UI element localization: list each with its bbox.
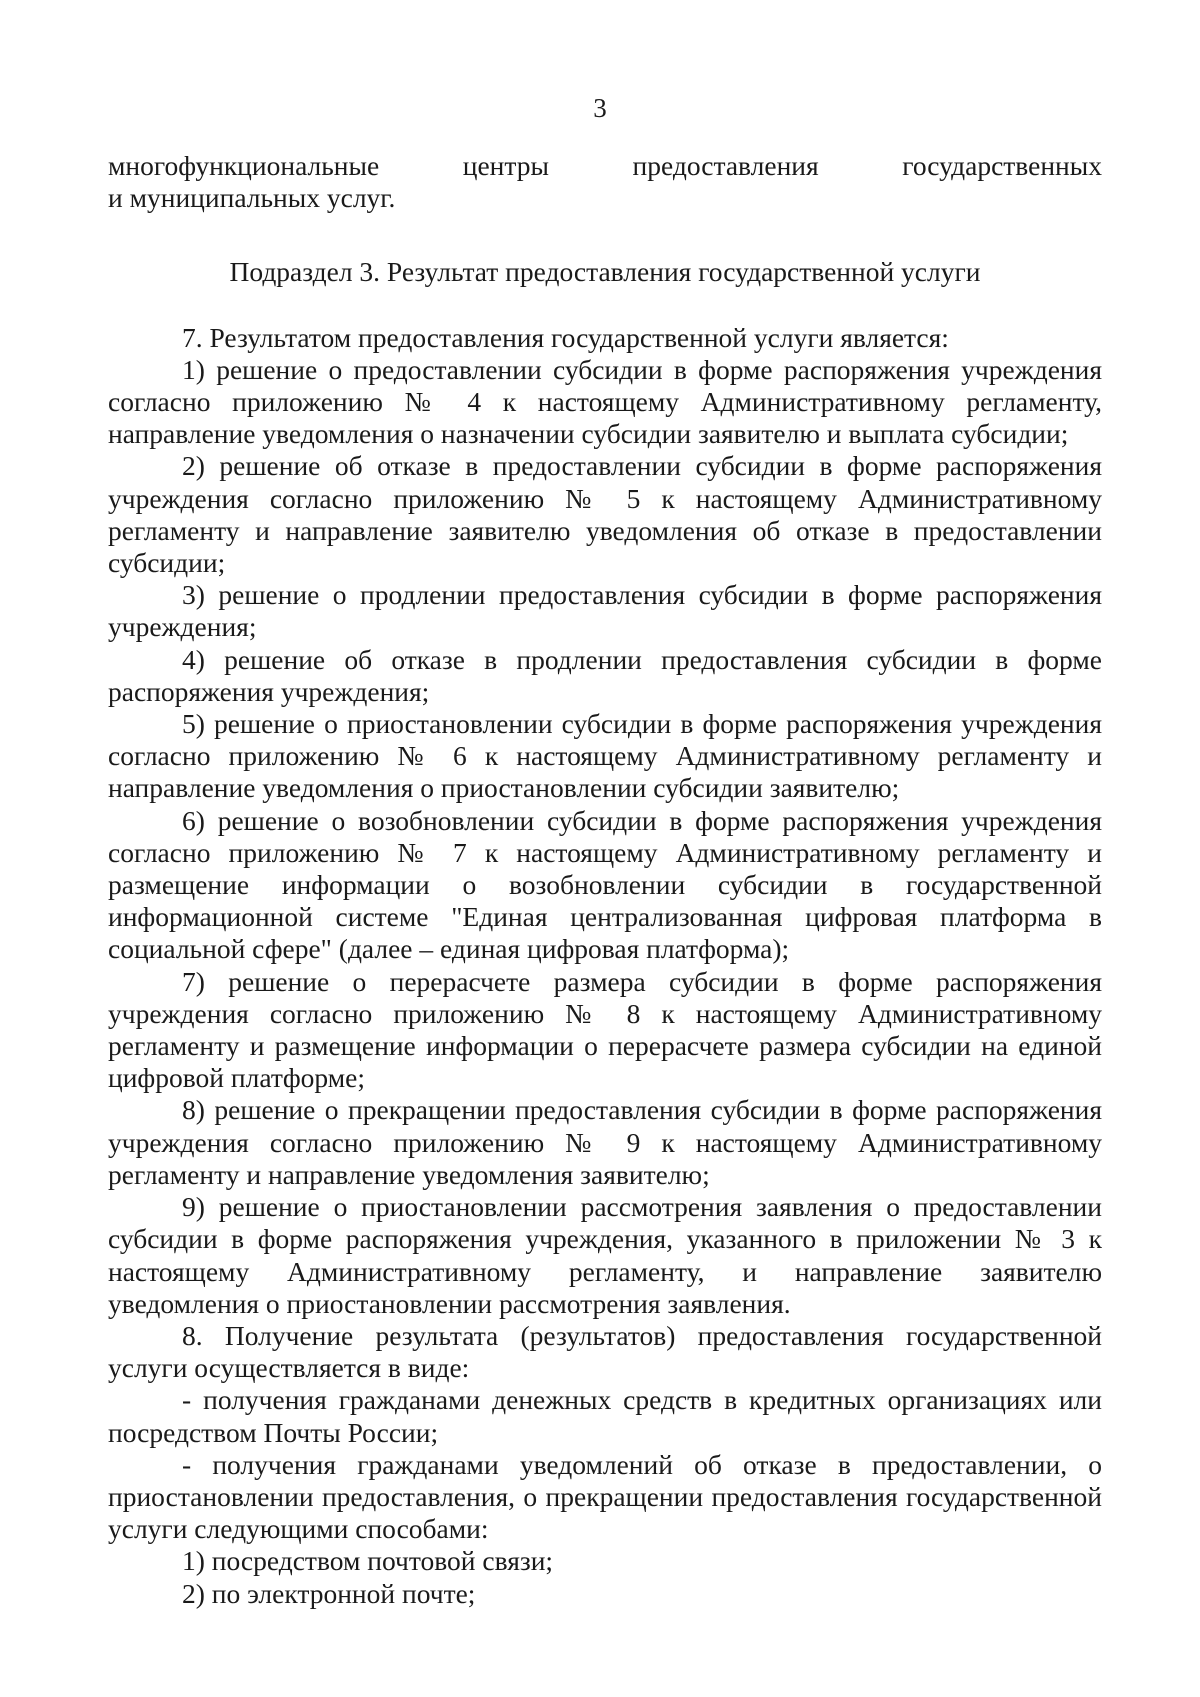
paragraph-continuation-line-2: и муниципальных услуг. [108,182,396,214]
paragraph-item-7: 7. Результатом предоставления государственной услуги является: [182,321,949,353]
list-item-1: 1) решение о предоставлении субсидии в форме распоряжения учреждения согласно приложению № 4 к настоящему Административному регламенту, направление уведомления о назначении субсидии заявителю и выплата субсидии; [108,353,1102,450]
list-item-7: 7) решение о перерасчете размера субсидии в форме распоряжения учреждения согласно приложению № 8 к настоящему Административному регламенту и размещение информации о перерасчете размера субсидии на единой цифровой платформе; [108,965,1102,1094]
subsection-heading: Подраздел 3. Результат предоставления государственной услуги [229,256,981,288]
list-item-6: 6) решение о возобновлении субсидии в форме распоряжения учреждения согласно приложению № 7 к настоящему Административному регламенту и размещение информации о возобновлении субсидии в государственной информационной системе "Единая централизованная цифровая платформа в социальной сфере" (далее – единая цифровая платформа); [108,804,1102,965]
sub-item-2: 2) по электронной почте; [182,1577,476,1609]
list-item-8: 8) решение о прекращении предоставления субсидии в форме распоряжения учреждения согласно приложению № 9 к настоящему Административному регламенту и направление уведомления заявителю; [108,1094,1102,1190]
paragraph-continuation-line-1: многофункциональные центры предоставления государственных [108,150,1102,181]
list-item-5: 5) решение о приостановлении субсидии в форме распоряжения учреждения согласно приложению № 6 к настоящему Административному регламенту и направление уведомления о приостановлении субсидии заявителю; [108,708,1102,804]
page-number: 3 [593,93,607,123]
list-item-3: 3) решение о продлении предоставления субсидии в форме распоряжения учреждения; [108,579,1102,643]
sub-item-1: 1) посредством почтовой связи; [182,1545,554,1577]
list-item-4: 4) решение об отказе в продлении предоставления субсидии в форме распоряжения учреждения; [108,643,1102,707]
dash-item-2: - получения гражданами уведомлений об отказе в предоставлении, о приостановлении предоставления, о прекращении предоставления государственной услуги следующими способами: [108,1448,1102,1545]
dash-item-1: - получения гражданами денежных средств в кредитных организациях или посредством Почты России; [108,1384,1102,1448]
list-item-2: 2) решение об отказе в предоставлении субсидии в форме распоряжения учреждения согласно приложению № 5 к настоящему Административному регламенту и направление заявителю уведомления об отказе в предоставлении субсидии; [108,450,1102,579]
list-item-9: 9) решение о приостановлении рассмотрения заявления о предоставлении субсидии в форме распоряжения учреждения, указанного в приложении № 3 к настоящему Административному регламенту, и направление заявителю уведомления о приостановлении рассмотрения заявления. [108,1191,1102,1319]
document-body [108,150,1102,1610]
paragraph-item-8: 8. Получение результата (результатов) предоставления государственной услуги осуществляется в виде: [108,1319,1102,1384]
